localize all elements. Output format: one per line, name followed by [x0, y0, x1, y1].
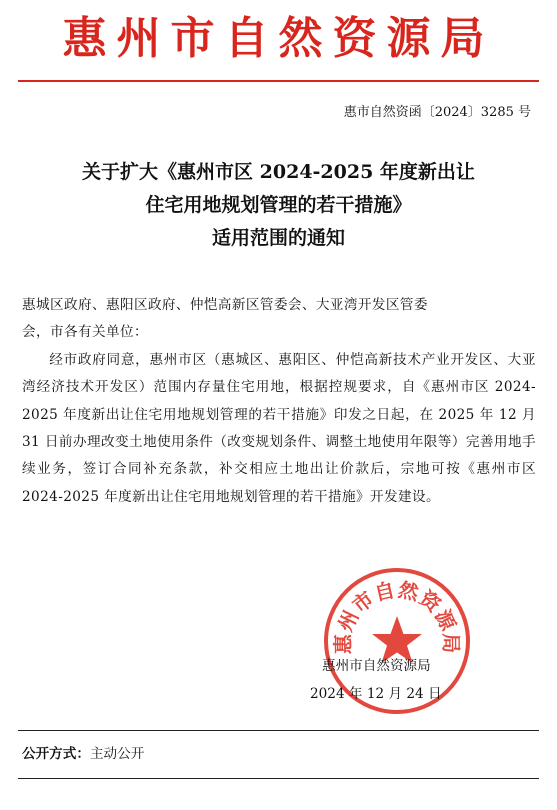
publish-method [22, 744, 144, 764]
signature-org: 惠州市自然资源局 [322, 658, 431, 674]
publish-label: 公开方式： [22, 746, 90, 762]
title-line: 住宅用地规划管理的若干措施》 [145, 194, 412, 216]
addressee-line: 惠城区政府、惠阳区政府、仲恺高新区管委会、大亚湾开发区管委 [22, 297, 428, 313]
letterhead-red-line [18, 80, 539, 82]
document-body [22, 292, 536, 511]
seal-text: 惠州市自然资源局 [330, 577, 464, 655]
footer-rule-bottom [18, 778, 539, 779]
signature-date: 2024 年 12 月 24 日 [310, 686, 442, 702]
body-paragraph: 经市政府同意，惠州市区（惠城区、惠阳区、仲恺高新技术产业开发区、大亚湾经济技术开发区）范围内存量住宅用地，根据控规要求，自《惠州市区 2024-2025 年度新出让住宅用地规划管理的若干措施》印发之日起，在 2025 年 12 月 31 日前办理改变土地使用条件（改变规划条件、调整土地使用年限等）完善用地手续业务，签订合同补充条款，补交相应土地出让价款后，宗地可按《惠州市区 2024-2025 年度新出让住宅用地规划管理的若干措施》开发建设。 [22, 351, 536, 505]
publish-value: 主动公开 [89, 746, 145, 762]
title-line: 关于扩大《惠州市区 2024-2025 年度新出让 [82, 161, 475, 183]
addressee-line: 会，市各有关单位： [22, 324, 148, 341]
document-title [30, 156, 527, 255]
title-line: 适用范围的通知 [211, 227, 345, 249]
signature-block [310, 652, 470, 708]
letterhead-title: 惠州市自然资源局 [62, 13, 495, 64]
footer-rule-top [18, 730, 539, 731]
document-number: 惠市自然资函〔2024〕3285 号 [343, 105, 531, 120]
